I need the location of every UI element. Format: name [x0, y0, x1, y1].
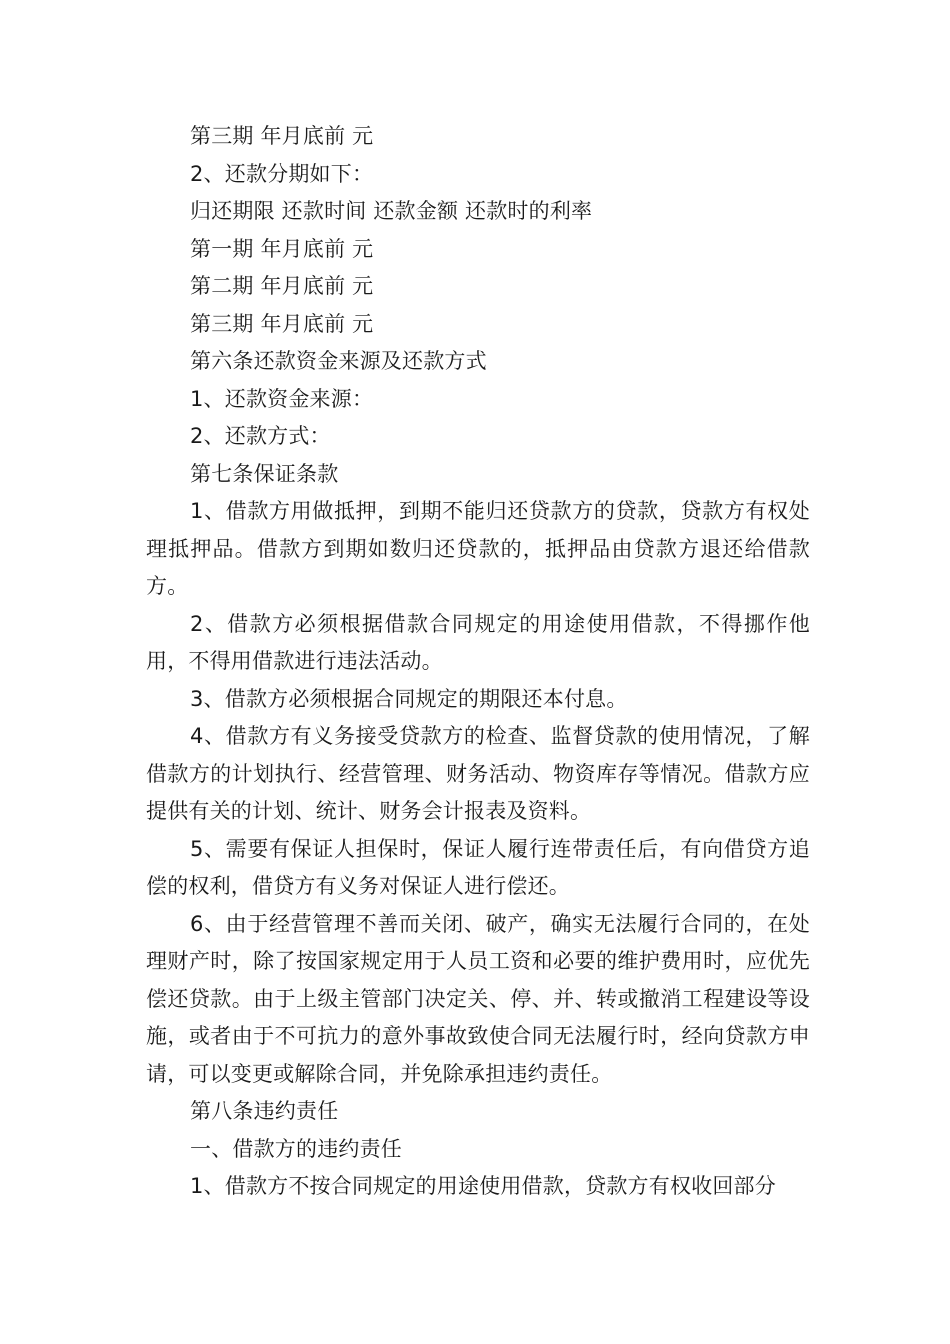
paragraph-period-one: 第一期 年月底前 元 — [190, 236, 374, 261]
paragraph-liability-1: 1、借款方不按合同规定的用途使用借款，贷款方有权收回部分 — [190, 1174, 776, 1198]
paragraph-table-header: 归还期限 还款时间 还款金额 还款时的利率 — [190, 199, 593, 223]
paragraph-period-three-a: 第三期 年月底前 元 — [190, 124, 374, 148]
document-body — [146, 118, 810, 1206]
paragraph-repayment-method: 2、还款方式： — [190, 424, 331, 448]
paragraph-guarantee-2: 2、借款方必须根据借款合同规定的用途使用借款，不得挪作他用，不得用借款进行违法活动。 — [146, 611, 810, 673]
paragraph-period-three-b: 第三期 年月底前 元 — [190, 311, 374, 336]
paragraph-guarantee-4: 4、借款方有义务接受贷款方的检查、监督贷款的使用情况，了解借款方的计划执行、经营管理、财务活动、物资库存等情况。借款方应提供有关的计划、统计、财务会计报表及资料。 — [146, 724, 810, 823]
paragraph-guarantee-1: 1、借款方用做抵押，到期不能归还贷款方的贷款，贷款方有权处理抵押品。借款方到期如数归还贷款的，抵押品由贷款方退还给借款方。 — [146, 499, 810, 598]
paragraph-installment-heading: 2、还款分期如下： — [190, 161, 374, 186]
heading-article-six: 第六条还款资金来源及还款方式 — [190, 349, 487, 373]
heading-article-eight: 第八条违约责任 — [190, 1099, 339, 1123]
paragraph-fund-source: 1、还款资金来源： — [190, 386, 374, 411]
paragraph-guarantee-3: 3、借款方必须根据合同规定的期限还本付息。 — [190, 686, 628, 711]
paragraph-guarantee-6: 6、由于经营管理不善而关闭、破产，确实无法履行合同的，在处理财产时，除了按国家规定用于人员工资和必要的维护费用时，应优先偿还贷款。由于上级主管部门决定关、停、并、转或撤消工程建设等设施，或者由于不可抗力的意外事故致使合同无法履行时，经向贷款方申请，可以变更或解除合同，并免除承担违约责任。 — [146, 911, 810, 1086]
paragraph-period-two: 第二期 年月底前 元 — [190, 274, 374, 298]
heading-article-seven: 第七条保证条款 — [190, 461, 339, 486]
paragraph-guarantee-5: 5、需要有保证人担保时，保证人履行连带责任后，有向借贷方追偿的权利，借贷方有义务对保证人进行偿还。 — [146, 836, 810, 898]
heading-borrower-liability: 一、借款方的违约责任 — [190, 1136, 402, 1161]
